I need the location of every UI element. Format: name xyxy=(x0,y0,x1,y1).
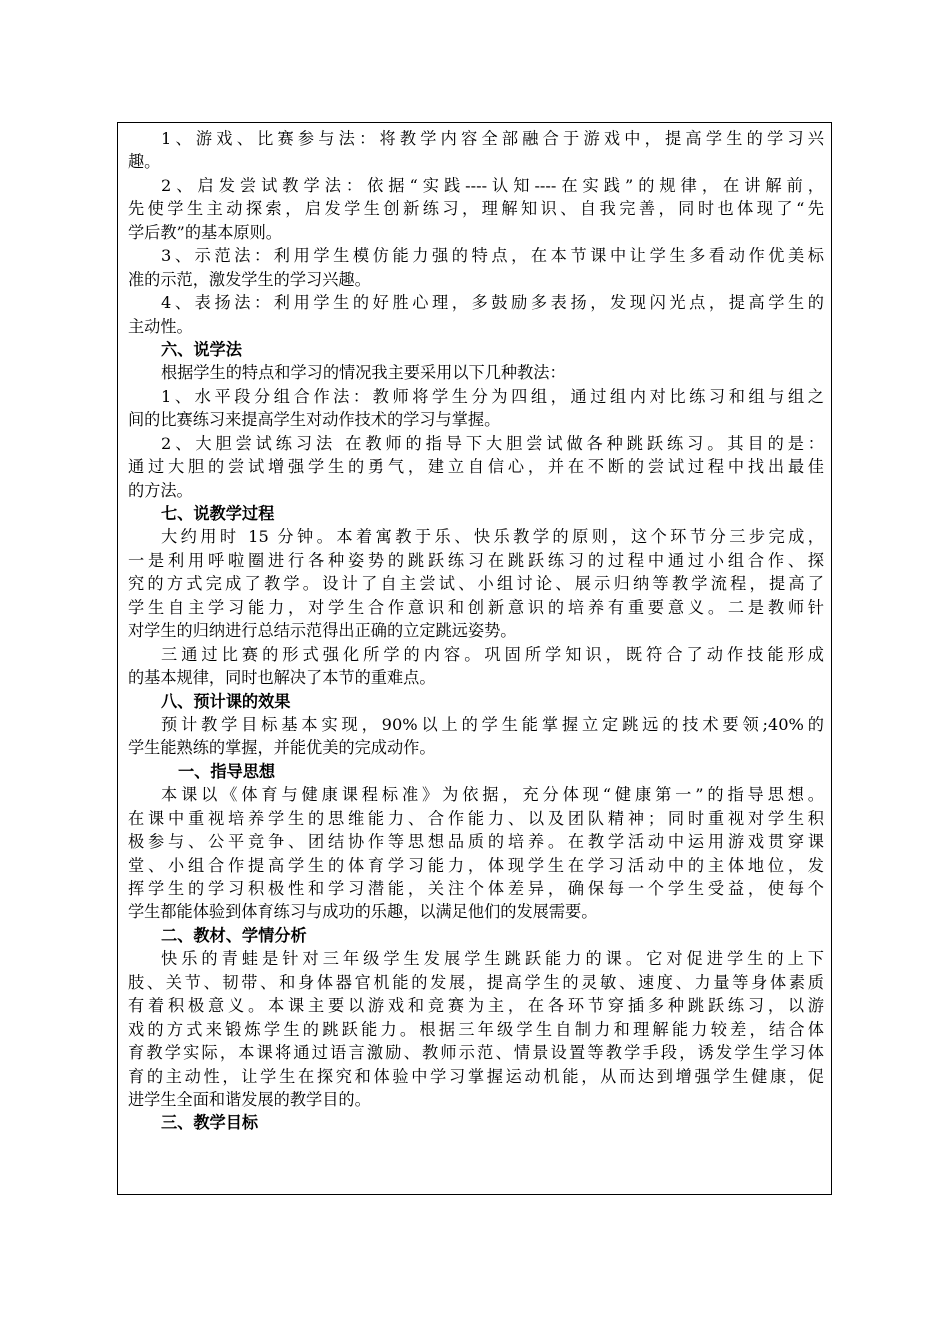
text-line: 究的方式完成了教学。设计了自主尝试、小组讨论、展示归纳等教学流程，提高了 xyxy=(128,574,824,594)
text-line: 4、表扬法：利用学生的好胜心理，多鼓励多表扬，发现闪光点，提高学生的 xyxy=(161,293,824,313)
text-line: 1、水平段分组合作法：教师将学生分为四组，通过组内对比练习和组与组之 xyxy=(161,386,824,406)
text-line: 根据学生的特点和学习的情况我主要采用以下几种教法： xyxy=(161,363,566,383)
text-line: 主动性。 xyxy=(128,316,193,336)
text-line: 先使学生主动探索，启发学生创新练习，理解知识、自我完善，同时也体现了“先 xyxy=(128,199,824,219)
text-line: 学后教”的基本原则。 xyxy=(128,222,282,242)
text-line: 2、大胆尝试练习法 在教师的指导下大胆尝试做各种跳跃练习。其目的是： xyxy=(161,433,824,453)
text-line: 育的主动性，让学生在探究和体验中学习掌握运动机能，从而达到增强学生健康，促 xyxy=(128,1066,824,1086)
text-line: 一是利用呼啦圈进行各种姿势的跳跃练习在跳跃练习的过程中通过小组合作、探 xyxy=(128,550,824,570)
text-line: 准的示范，激发学生的学习兴趣。 xyxy=(128,269,371,289)
text-line: 学生能熟练的掌握，并能优美的完成动作。 xyxy=(128,738,436,758)
text-line: 大约用时 15 分钟。本着寓教于乐、快乐教学的原则，这个环节分三步完成， xyxy=(161,527,824,547)
text-line: 有着积极意义。本课主要以游戏和竞赛为主，在各环节穿插多种跳跃练习，以游 xyxy=(128,996,824,1016)
text-line: 通过大胆的尝试增强学生的勇气，建立自信心，并在不断的尝试过程中找出最佳 xyxy=(128,457,824,477)
text-line: 快乐的青蛙是针对三年级学生发展学生跳跃能力的课。它对促进学生的上下 xyxy=(161,949,824,969)
text-line: 学生都能体验到体育练习与成功的乐趣，以满足他们的发展需要。 xyxy=(128,902,598,922)
text-line: 预计教学目标基本实现，90%以上的学生能掌握立定跳远的技术要领;40%的 xyxy=(161,714,824,734)
text-line: 肢、关节、韧带、和身体器官机能的发展，提高学生的灵敏、速度、力量等身体素质 xyxy=(128,972,824,992)
document-body xyxy=(128,127,824,1135)
section-heading: 一、指导思想 xyxy=(178,761,276,781)
text-line: 进学生全面和谐发展的教学目的。 xyxy=(128,1089,371,1109)
text-line: 间的比赛练习来提高学生对动作技术的学习与掌握。 xyxy=(128,410,501,430)
text-line: 在课中重视培养学生的思维能力、合作能力、以及团队精神；同时重视对学生积 xyxy=(128,808,824,828)
text-line: 的方法。 xyxy=(128,480,193,500)
section-heading: 七、说教学过程 xyxy=(161,504,275,523)
text-line: 对学生的归纳进行总结示范得出正确的立定跳远姿势。 xyxy=(128,621,517,641)
text-line: 1、游戏、比赛参与法：将教学内容全部融合于游戏中，提高学生的学习兴 xyxy=(161,129,824,148)
text-line: 堂、小组合作提高学生的体育学习能力，体现学生在学习活动中的主体地位，发 xyxy=(128,855,824,875)
section-heading: 三、教学目标 xyxy=(161,1113,259,1133)
section-heading: 二、教材、学情分析 xyxy=(161,925,307,945)
text-line: 本课以《体育与健康课程标准》为依据，充分体现“健康第一”的指导思想。 xyxy=(161,785,824,805)
text-line: 挥学生的学习积极性和学习潜能，关注个体差异，确保每一个学生受益，使每个 xyxy=(128,879,824,898)
text-line: 极参与、公平竞争、团结协作等思想品质的培养。在教学活动中运用游戏贯穿课 xyxy=(128,832,824,852)
section-heading: 八、预计课的效果 xyxy=(161,691,291,711)
text-line: 趣。 xyxy=(128,152,161,172)
section-heading: 六、说学法 xyxy=(161,339,242,359)
text-line: 2、启发尝试教学法：依据“实践----认知----在实践”的规律，在讲解前， xyxy=(161,175,824,195)
text-line: 育教学实际，本课将通过语言激励、教师示范、情景设置等教学手段，诱发学生学习体 xyxy=(128,1043,824,1063)
text-line: 3、示范法：利用学生模仿能力强的特点，在本节课中让学生多看动作优美标 xyxy=(161,246,824,266)
text-line: 戏的方式来锻炼学生的跳跃能力。根据三年级学生自制力和理解能力较差，结合体 xyxy=(128,1019,824,1039)
text-line: 的基本规律，同时也解决了本节的重难点。 xyxy=(128,668,436,688)
text-line: 三通过比赛的形式强化所学的内容。巩固所学知识，既符合了动作技能形成 xyxy=(161,644,824,664)
text-line: 学生自主学习能力，对学生合作意识和创新意识的培养有重要意义。二是教师针 xyxy=(128,597,824,617)
